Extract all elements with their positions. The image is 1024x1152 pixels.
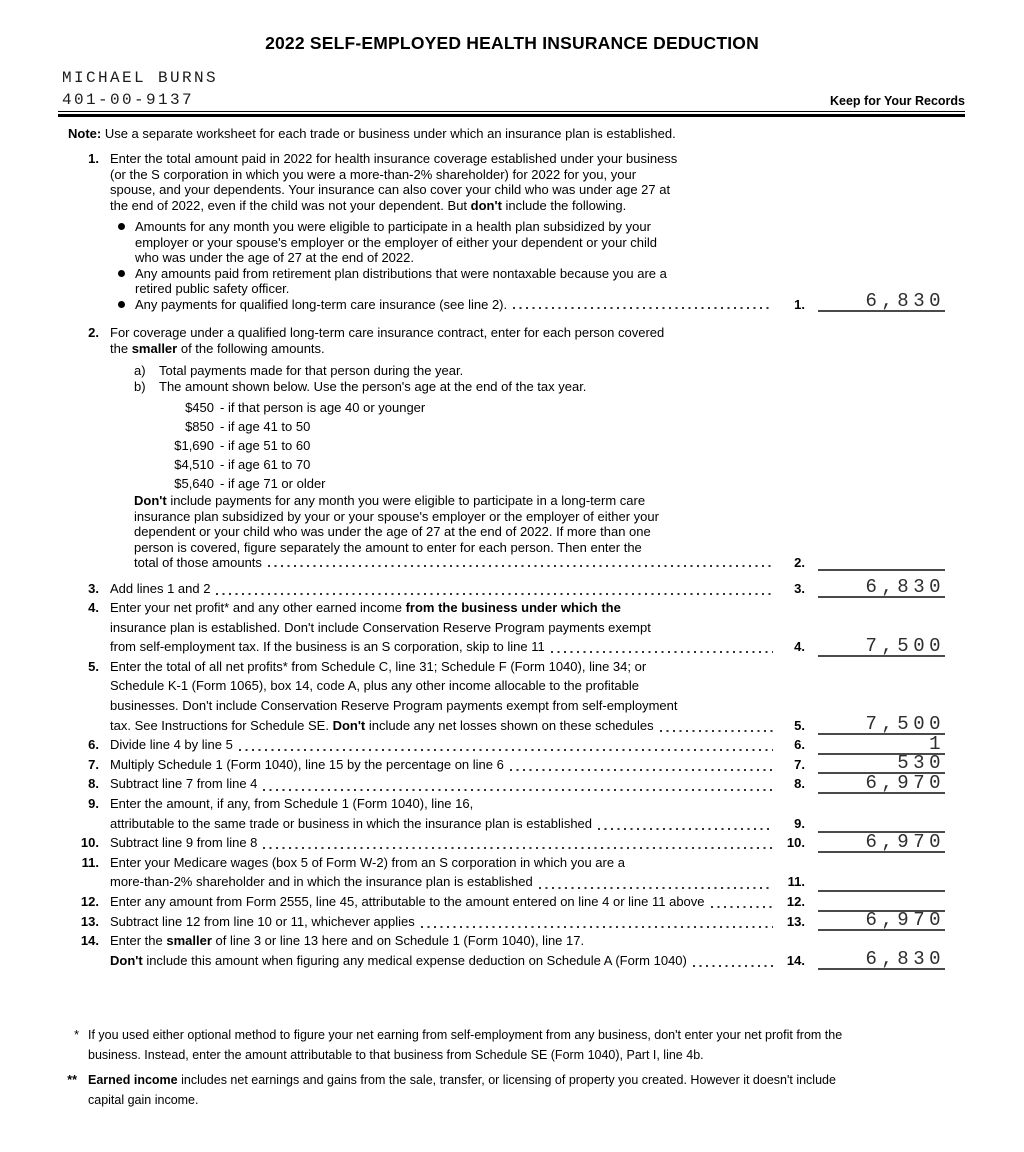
age-amount-row	[110, 474, 775, 493]
age-amount-row	[110, 398, 775, 417]
line-number: 8.	[88, 776, 99, 792]
line-10-amount: 6,970	[818, 834, 945, 853]
sub-item-b	[110, 379, 775, 395]
worksheet-line-14	[58, 931, 965, 970]
age-amount-rule: - if age 41 to 50	[220, 419, 311, 434]
text-line: employer or your spouse's employer or the employer of either your dependent or your child	[135, 234, 658, 250]
text-line: Enter your Medicare wages (box 5 of Form W-2) from an S corporation in which you are a	[110, 854, 625, 870]
age-amount-rule: - if that person is age 40 or younger	[220, 400, 426, 415]
text-line: dependent or your child who was under the age of 27 at the end of 2022. If more than one	[134, 524, 651, 539]
line-ref-number: 7.	[794, 756, 805, 772]
sub-item-label: b)	[134, 378, 146, 394]
dotted-leader	[510, 769, 773, 771]
worksheet-line-2	[58, 325, 965, 571]
line-6-amount: 1	[818, 736, 945, 755]
worksheet-line-11	[58, 853, 965, 892]
text-line: Don't include payments for any month you were eligible to participate in a long-term care	[134, 493, 646, 508]
text-line: Enter the total amount paid in 2022 for health insurance coverage established under your business	[110, 151, 678, 166]
line-number: 1.	[88, 151, 99, 166]
line-number: 14.	[80, 933, 99, 949]
bullet-icon	[118, 270, 125, 277]
sub-item-a	[110, 363, 775, 379]
dotted-leader	[693, 965, 773, 967]
text-line: businesses. Don't include Conservation Reserve Program payments exempt from self-employment	[110, 698, 678, 714]
text-line: the end of 2022, even if the child was not your dependent. But don't include the following.	[110, 197, 627, 213]
text-line: Schedule K-1 (Form 1065), box 14, code A, plus any other income allocable to the profitable	[110, 678, 639, 694]
dotted-leader	[263, 789, 773, 791]
footnote-1	[58, 1026, 965, 1065]
taxpayer-name: MICHAEL BURNS	[62, 69, 219, 87]
line-1-amount: 6,830	[818, 293, 945, 312]
age-amount-value: $5,640	[174, 476, 214, 491]
text-line: Any amounts paid from retirement plan distributions that were nontaxable because you are a	[135, 265, 667, 281]
text-line: The amount shown below. Use the person's age at the end of the tax year.	[159, 378, 587, 394]
text-line: Total payments made for that person during the year.	[159, 363, 464, 378]
bullet-icon	[118, 223, 125, 230]
worksheet-line-7	[58, 752, 965, 775]
line-14-amount: 6,830	[818, 951, 945, 970]
worksheet-line-13	[58, 909, 965, 932]
line-ref-number: 14.	[786, 952, 805, 968]
age-amount-row	[110, 417, 775, 436]
line-number: 5.	[88, 658, 99, 674]
header-rule	[58, 114, 965, 118]
line-ref-number: 8.	[794, 776, 805, 792]
text-line: If you used either optional method to figure your net earning from self-employment from any business, don't enter your net profit from the	[88, 1028, 843, 1043]
text-line: Enter your net profit* and any other earned income from the business under which the	[110, 600, 621, 616]
line-ref-number: 4.	[794, 639, 805, 655]
line-2-amount	[818, 552, 945, 571]
worksheet-line-5	[58, 657, 965, 735]
line-number: 2.	[88, 325, 99, 340]
dotted-leader	[513, 307, 773, 309]
worksheet-line-12	[58, 892, 965, 912]
page-title: 2022 SELF-EMPLOYED HEALTH INSURANCE DEDUCTION	[265, 33, 759, 53]
text-line: Earned income includes net earnings and gains from the sale, transfer, or licensing of property you created. However it doesn't include	[88, 1073, 836, 1088]
age-amount-rule: - if age 61 to 70	[220, 457, 311, 472]
line-ref-number: 12.	[786, 894, 805, 909]
text-line: Don't include this amount when figuring any medical expense deduction on Schedule A (Form 1040)	[110, 952, 687, 968]
text-line: insurance plan is established. Don't include Conservation Reserve Program payments exempt	[110, 619, 651, 635]
age-amount-rule: - if age 51 to 60	[220, 438, 311, 453]
taxpayer-header	[58, 67, 965, 112]
worksheet-line-3	[58, 576, 965, 599]
line-number: 3.	[88, 580, 99, 596]
worksheet-line-8	[58, 774, 965, 794]
line-number: 9.	[88, 796, 99, 812]
text-line: Multiply Schedule 1 (Form 1040), line 15 by the percentage on line 6	[110, 756, 504, 772]
line-number: 4.	[88, 600, 99, 616]
dotted-leader	[216, 593, 773, 595]
text-line: (or the S corporation in which you were a more-than-2% shareholder) for 2022 for you, your	[110, 166, 637, 182]
line-number: 11.	[81, 854, 99, 870]
bullet-item	[110, 266, 775, 297]
keep-for-records-label: Keep for Your Records	[830, 94, 965, 108]
text-line: Any payments for qualified long-term care insurance (see line 2).	[135, 296, 508, 312]
worksheet-line-9	[58, 794, 965, 833]
text-line: Amounts for any month you were eligible to participate in a health plan subsidized by your	[135, 219, 651, 234]
worksheet-line-1	[58, 151, 965, 312]
text-line: who was under the age of 27 at the end of 2022.	[135, 250, 414, 265]
text-line: capital gain income.	[88, 1092, 199, 1107]
text-line: from self-employment tax. If the business is an S corporation, skip to line 11	[110, 639, 545, 655]
dotted-leader	[711, 906, 773, 908]
age-amount-row	[110, 436, 775, 455]
line-ref-number: 3.	[794, 580, 805, 596]
dotted-leader	[239, 749, 773, 751]
line-7-amount: 530	[818, 755, 945, 774]
line-8-amount: 6,970	[818, 775, 945, 794]
text-line: Add lines 1 and 2	[110, 580, 211, 596]
age-amount-value: $850	[185, 419, 214, 434]
dotted-leader	[660, 730, 773, 732]
line-ref-number: 6.	[794, 737, 805, 753]
worksheet-line-6	[58, 732, 965, 755]
line-ref-number: 5.	[794, 717, 805, 733]
taxpayer-id-block	[58, 67, 218, 111]
line-4-amount: 7,500	[818, 638, 945, 657]
dotted-leader	[421, 926, 773, 928]
line-ref-number: 11.	[787, 874, 805, 890]
line-11-amount	[818, 873, 945, 892]
worksheet-line-10	[58, 830, 965, 853]
text-line: tax. See Instructions for Schedule SE. Don't include any net losses shown on these schedules	[110, 717, 654, 733]
text-line: Subtract line 12 from line 10 or 11, whichever applies	[110, 913, 415, 929]
bullet-item	[110, 297, 775, 313]
text-line: total of those amounts	[134, 555, 262, 570]
line-3-amount: 6,830	[818, 579, 945, 598]
line-ref-number: 13.	[786, 913, 805, 929]
text-line: For coverage under a qualified long-term care insurance contract, enter for each person covered	[110, 325, 665, 340]
text-line: attributable to the same trade or business in which the insurance plan is established	[110, 815, 593, 831]
age-amount-rule: - if age 71 or older	[220, 476, 326, 491]
footnote-mark: *	[74, 1028, 79, 1043]
dotted-leader	[539, 887, 773, 889]
dotted-leader	[268, 565, 773, 567]
taxpayer-ssn: 401-00-9137	[62, 91, 195, 109]
line-number: 6.	[88, 737, 99, 753]
line-number: 12.	[80, 894, 99, 909]
line-ref-number: 9.	[794, 815, 805, 831]
dotted-leader	[263, 847, 773, 849]
text-line: Enter any amount from Form 2555, line 45, attributable to the amount entered on line 4 or line 11 above	[110, 894, 705, 909]
line-ref-number: 10.	[786, 835, 805, 851]
text-line: Subtract line 7 from line 4	[110, 776, 258, 792]
age-amount-value: $1,690	[174, 438, 214, 453]
line-5-amount: 7,500	[818, 716, 945, 735]
line-number: 7.	[88, 756, 99, 772]
text-line: business. Instead, enter the amount attributable to that business from Schedule SE (Form 1040), Part I, line 4b.	[88, 1047, 704, 1062]
text-line: Subtract line 9 from line 8	[110, 835, 258, 851]
sub-item-label: a)	[134, 363, 146, 378]
worksheet-line-4	[58, 598, 965, 657]
line-13-amount: 6,970	[818, 912, 945, 931]
footnote-2	[58, 1071, 965, 1110]
line-number: 10.	[80, 835, 99, 851]
text-line: retired public safety officer.	[135, 281, 290, 296]
dotted-leader	[551, 651, 773, 653]
text-line: insurance plan subsidized by your or your spouse's employer or the employer of either your	[134, 508, 659, 524]
text-line: person is covered, figure separately the amount to enter for each person. Then enter the	[134, 539, 642, 555]
footnote-mark: **	[67, 1073, 77, 1088]
age-amount-value: $4,510	[174, 457, 214, 472]
line-ref-number: 1.	[794, 296, 805, 312]
line-number: 13.	[80, 913, 99, 929]
bullet-icon	[118, 301, 125, 308]
text-line: Enter the total of all net profits* from Schedule C, line 31; Schedule F (Form 1040), line 34; or	[110, 658, 647, 674]
note-text: Note: Use a separate worksheet for each trade or business under which an insurance plan is established.	[68, 126, 676, 141]
line-ref-number: 2.	[794, 555, 805, 570]
dotted-leader	[598, 828, 773, 830]
bullet-item	[110, 219, 775, 266]
text-line: more-than-2% shareholder and in which the insurance plan is established	[110, 874, 533, 890]
text-line: Enter the amount, if any, from Schedule 1 (Form 1040), line 16,	[110, 796, 474, 812]
text-line: the smaller of the following amounts.	[110, 340, 325, 356]
text-line: Enter the smaller of line 3 or line 13 here and on Schedule 1 (Form 1040), line 17.	[110, 933, 585, 949]
age-amount-value: $450	[185, 400, 214, 415]
text-line: Divide line 4 by line 5	[110, 737, 233, 753]
text-line: spouse, and your dependents. Your insurance can also cover your child who was under age 27 at	[110, 182, 671, 197]
age-amount-row	[110, 455, 775, 474]
